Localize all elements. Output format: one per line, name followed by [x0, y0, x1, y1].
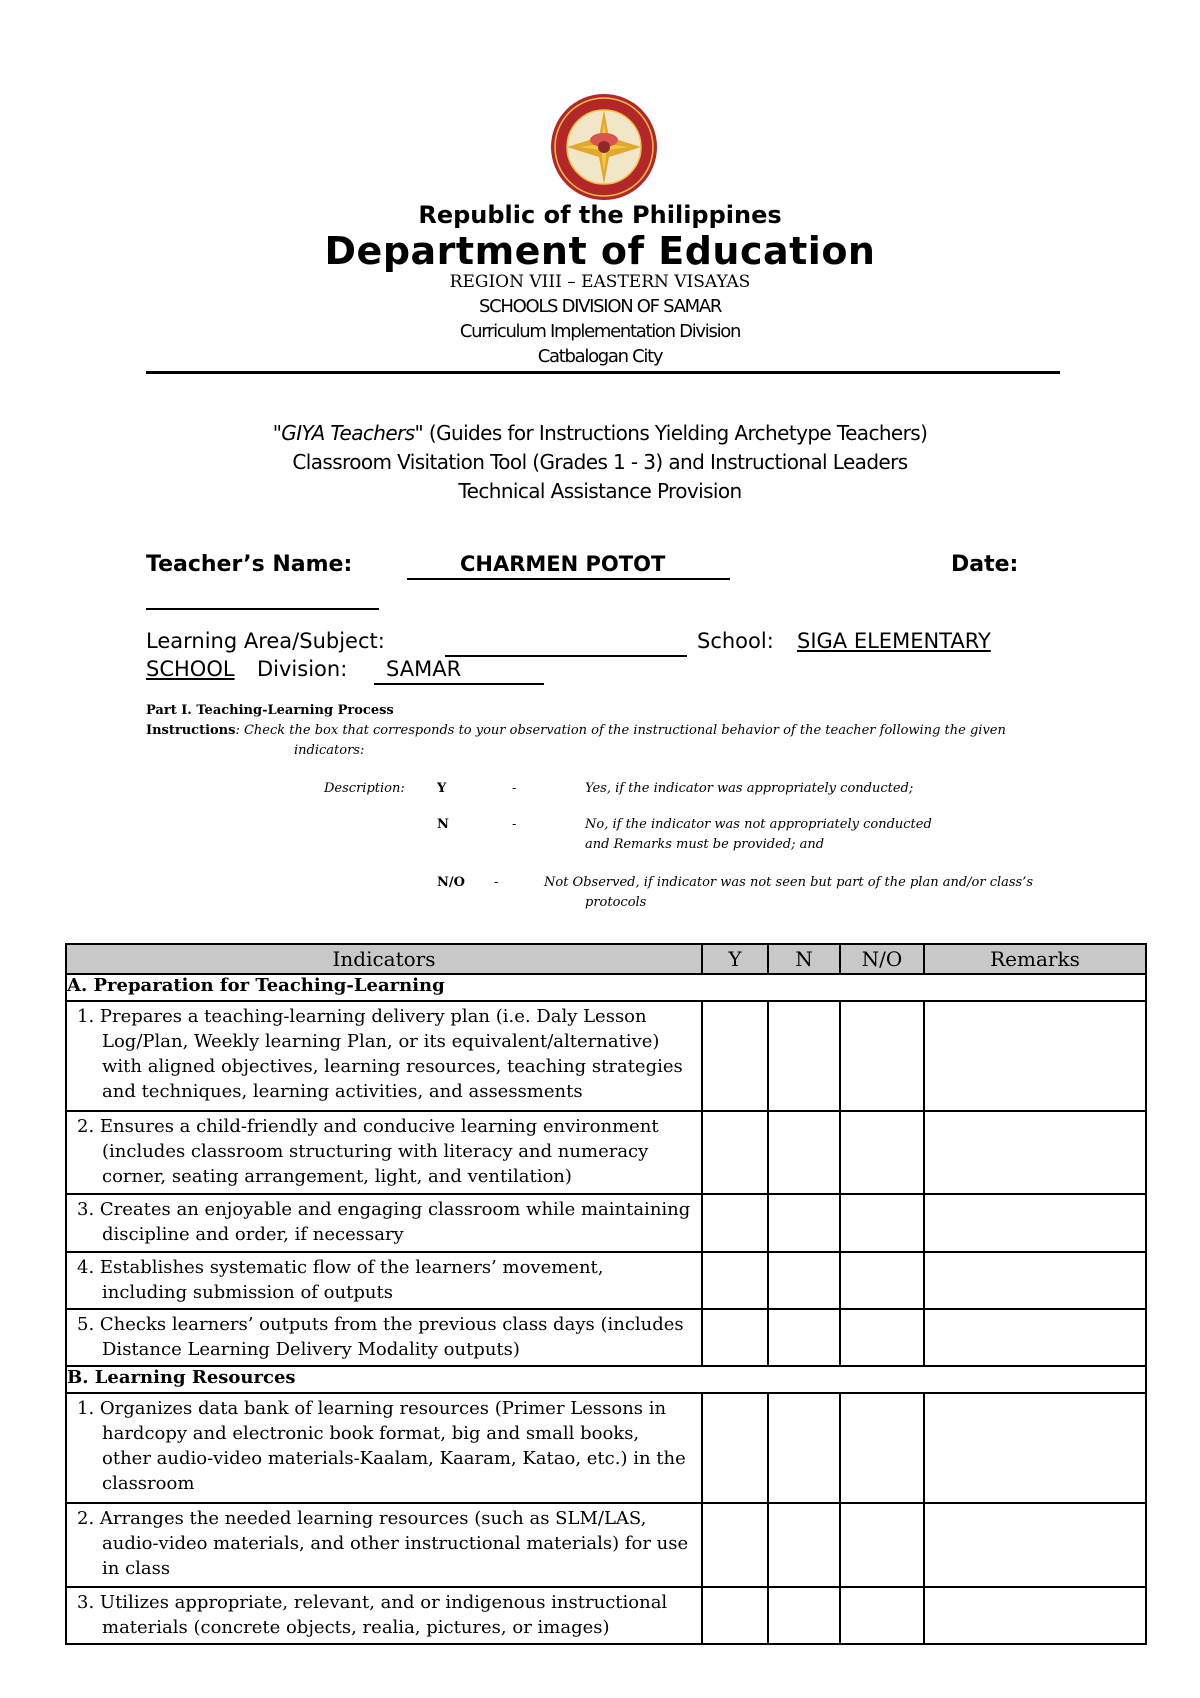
table-row: [66, 1001, 1146, 1111]
y-checkbox[interactable]: [702, 1194, 768, 1252]
table-row: [66, 1587, 1146, 1644]
n-checkbox[interactable]: [768, 1001, 840, 1111]
y-checkbox[interactable]: [702, 1503, 768, 1587]
school-field-cont[interactable]: SCHOOL: [146, 657, 235, 681]
remarks-cell[interactable]: [924, 1503, 1146, 1587]
instructions-text-2: indicators:: [294, 743, 365, 758]
giya-expansion: (Guides for Instructions Yielding Archetype Teachers): [428, 421, 928, 445]
no-checkbox[interactable]: [840, 1503, 924, 1587]
learning-area-field[interactable]: [445, 655, 687, 657]
remarks-cell[interactable]: [924, 1194, 1146, 1252]
indicator-text: 5. Checks learners’ outputs from the previous class days (includes Distance Learning Delivery Modality outputs): [66, 1309, 702, 1366]
table-row: [66, 1393, 1146, 1503]
table-row: [66, 1194, 1146, 1252]
header-indicators: Indicators: [66, 944, 702, 974]
n-checkbox[interactable]: [768, 1252, 840, 1309]
indicator-text: 3. Creates an enjoyable and engaging classroom while maintaining discipline and order, if necessary: [66, 1194, 702, 1252]
table-header-row: [66, 944, 1146, 974]
y-checkbox[interactable]: [702, 1587, 768, 1644]
code-y: Y: [437, 781, 447, 796]
code-n-meaning: No, if the indicator was not appropriately conducted: [585, 817, 932, 832]
tool-subtitle-2: Technical Assistance Provision: [458, 479, 742, 503]
header-divider: [146, 371, 1060, 374]
office-line: Curriculum Implementation Division: [459, 321, 741, 342]
remarks-cell[interactable]: [924, 1252, 1146, 1309]
table-row: [66, 1309, 1146, 1366]
indicator-text: 2. Arranges the needed learning resources (such as SLM/LAS, audio-video materials, and other instructional materials) for use in class: [66, 1503, 702, 1587]
section-row: [66, 974, 1146, 1001]
section-title: B. Learning Resources: [66, 1366, 1146, 1393]
teacher-name-underline: [407, 578, 730, 580]
indicators-table: [65, 943, 1147, 1645]
remarks-cell[interactable]: [924, 1111, 1146, 1194]
teacher-name-field[interactable]: CHARMEN POTOT: [460, 552, 666, 576]
y-checkbox[interactable]: [702, 1393, 768, 1503]
region-line: REGION VIII – EASTERN VISAYAS: [449, 272, 751, 292]
learning-area-label: Learning Area/Subject:: [146, 629, 385, 653]
division-underline: [374, 683, 544, 685]
code-no-dash: -: [494, 875, 499, 890]
remarks-cell[interactable]: [924, 1309, 1146, 1366]
code-no-meaning: Not Observed, if indicator was not seen but part of the plan and/or class’s: [544, 875, 1034, 890]
giya-title: "GIYA Teachers": [272, 421, 424, 445]
indicator-text: 3. Utilizes appropriate, relevant, and or indigenous instructional materials (concrete objects, realia, pictures, or images): [66, 1587, 702, 1644]
n-checkbox[interactable]: [768, 1111, 840, 1194]
date-label: Date:: [951, 552, 1019, 577]
code-n: N: [437, 817, 449, 832]
teacher-label: Teacher’s Name:: [146, 552, 353, 577]
no-checkbox[interactable]: [840, 1587, 924, 1644]
no-checkbox[interactable]: [840, 1252, 924, 1309]
no-checkbox[interactable]: [840, 1309, 924, 1366]
y-checkbox[interactable]: [702, 1252, 768, 1309]
school-label: School:: [697, 629, 774, 653]
school-field[interactable]: SIGA ELEMENTARY: [797, 629, 991, 653]
no-checkbox[interactable]: [840, 1001, 924, 1111]
tool-title: [0, 421, 1200, 445]
code-y-dash: -: [512, 781, 517, 796]
code-n-meaning-2: and Remarks must be provided; and: [585, 837, 825, 852]
division-line: SCHOOLS DIVISION OF SAMAR: [478, 296, 722, 317]
code-y-meaning: Yes, if the indicator was appropriately conducted;: [585, 781, 914, 796]
table-row: [66, 1252, 1146, 1309]
instructions-label: Instructions: [146, 723, 236, 738]
no-checkbox[interactable]: [840, 1194, 924, 1252]
y-checkbox[interactable]: [702, 1001, 768, 1111]
instructions-text: : Check the box that corresponds to your observation of the instructional behavior of the teacher following the given: [235, 723, 1006, 738]
header-n: N: [768, 944, 840, 974]
division-field[interactable]: SAMAR: [386, 657, 462, 681]
tool-subtitle: Classroom Visitation Tool (Grades 1 - 3) and Instructional Leaders: [292, 450, 908, 474]
section-row: [66, 1366, 1146, 1393]
remarks-cell[interactable]: [924, 1393, 1146, 1503]
city-line: Catbalogan City: [537, 346, 663, 367]
indicator-text: 1. Organizes data bank of learning resources (Primer Lessons in hardcopy and electronic book format, big and small books, other audio-video materials-Kaalam, Kaaram, Katao, etc.) in the classroom: [66, 1393, 702, 1503]
description-label: Description:: [324, 781, 405, 796]
instructions: [146, 723, 1006, 738]
indicator-text: 4. Establishes systematic flow of the learners’ movement, including submission of outputs: [66, 1252, 702, 1309]
remarks-cell[interactable]: [924, 1587, 1146, 1644]
indicator-text: 1. Prepares a teaching-learning delivery plan (i.e. Daly Lesson Log/Plan, Weekly learning Plan, or its equivalent/alternative) with aligned objectives, learning resources, teaching strategies and techniques, learning activities, and assessments: [66, 1001, 702, 1111]
indicator-text: 2. Ensures a child-friendly and conducive learning environment (includes classroom structuring with literacy and numeracy corner, seating arrangement, light, and ventilation): [66, 1111, 702, 1194]
department-heading: Department of Education: [324, 229, 876, 273]
part1-heading: Part I. Teaching-Learning Process: [146, 703, 394, 718]
division-label: Division:: [257, 657, 348, 681]
n-checkbox[interactable]: [768, 1503, 840, 1587]
republic-heading: Republic of the Philippines: [418, 201, 782, 229]
table-row: [66, 1111, 1146, 1194]
n-checkbox[interactable]: [768, 1309, 840, 1366]
date-field[interactable]: [146, 608, 379, 610]
remarks-cell[interactable]: [924, 1001, 1146, 1111]
y-checkbox[interactable]: [702, 1111, 768, 1194]
n-checkbox[interactable]: [768, 1393, 840, 1503]
code-no-meaning-2: protocols: [585, 895, 647, 910]
y-checkbox[interactable]: [702, 1309, 768, 1366]
n-checkbox[interactable]: [768, 1194, 840, 1252]
header-remarks: Remarks: [924, 944, 1146, 974]
code-no: N/O: [437, 875, 465, 890]
no-checkbox[interactable]: [840, 1111, 924, 1194]
no-checkbox[interactable]: [840, 1393, 924, 1503]
deped-seal: [549, 92, 659, 202]
header-y: Y: [702, 944, 768, 974]
header-no: N/O: [840, 944, 924, 974]
section-title: A. Preparation for Teaching-Learning: [66, 974, 1146, 1001]
code-n-dash: -: [512, 817, 517, 832]
table-row: [66, 1503, 1146, 1587]
n-checkbox[interactable]: [768, 1587, 840, 1644]
